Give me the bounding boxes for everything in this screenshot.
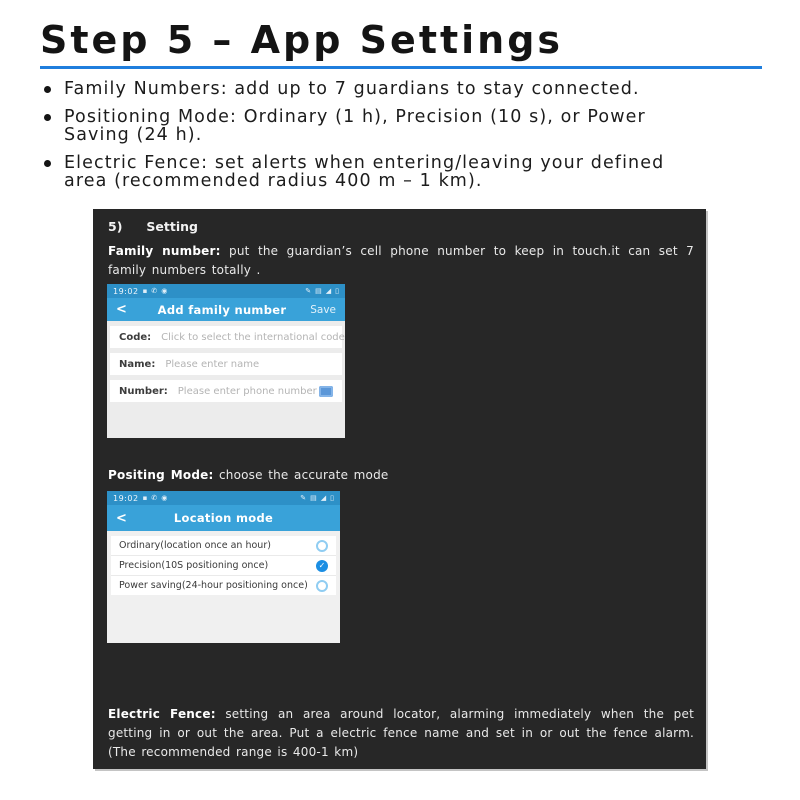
status-time: 19:02 bbox=[113, 493, 139, 503]
screenshot-add-family-number bbox=[107, 284, 345, 438]
status-bar bbox=[107, 491, 340, 505]
positing-mode-paragraph: Positing Mode: choose the accurate mode bbox=[108, 468, 389, 482]
section-number: 5) bbox=[108, 219, 123, 234]
status-bar bbox=[107, 284, 345, 298]
radio-unchecked-icon[interactable] bbox=[316, 540, 328, 552]
section-heading bbox=[108, 219, 198, 234]
nav-bar bbox=[107, 298, 345, 321]
status-time: 19:02 bbox=[113, 286, 139, 296]
bullet-text: Electric Fence: set alerts when entering/leaving your defined area (recommended radius 400 m – 1 km). bbox=[64, 152, 665, 191]
bullet-dot bbox=[44, 114, 51, 121]
square-icon: ▪ bbox=[142, 286, 148, 295]
back-chevron-icon[interactable]: < bbox=[116, 302, 127, 317]
nav-bar bbox=[107, 505, 340, 531]
code-field-row[interactable] bbox=[110, 326, 345, 348]
title-underline bbox=[40, 66, 762, 69]
manual-figure-panel bbox=[93, 209, 706, 769]
bullet-list bbox=[44, 80, 760, 200]
bullet-item-electric-fence bbox=[44, 154, 760, 191]
bullet-text: Positioning Mode: Ordinary (1 h), Precision (10 s), or Power Saving (24 h). bbox=[64, 106, 646, 145]
back-chevron-icon[interactable]: < bbox=[116, 510, 127, 526]
pencil-icon: ✎ bbox=[300, 493, 307, 502]
sim-icon: ▤ bbox=[315, 286, 322, 295]
save-button[interactable]: Save bbox=[310, 303, 336, 316]
section-title: Setting bbox=[146, 219, 198, 234]
bullet-dot bbox=[44, 160, 51, 167]
option-label: Precision(10S positioning once) bbox=[119, 560, 269, 571]
bullet-text: Family Numbers: add up to 7 guardians to stay connected. bbox=[64, 79, 640, 99]
contacts-book-icon[interactable] bbox=[319, 386, 333, 397]
name-placeholder: Please enter name bbox=[165, 358, 260, 370]
radio-unchecked-icon[interactable] bbox=[316, 580, 328, 592]
signal-icon: ◢ bbox=[320, 493, 327, 502]
electric-fence-heading: Electric Fence: bbox=[108, 707, 216, 721]
bullet-dot bbox=[44, 86, 51, 93]
family-number-paragraph: Family number: put the guardian’s cell phone number to keep in touch.it can set 7 family numbers totally . bbox=[108, 244, 694, 277]
option-power-saving[interactable] bbox=[111, 576, 336, 595]
battery-icon: ▯ bbox=[335, 286, 339, 295]
pencil-icon: ✎ bbox=[305, 286, 312, 295]
positing-mode-heading: Positing Mode: bbox=[108, 468, 214, 482]
check-icon: ✓ bbox=[318, 561, 326, 570]
option-ordinary[interactable] bbox=[111, 536, 336, 556]
page-title: Step 5 – App Settings bbox=[40, 18, 564, 62]
radio-checked-icon[interactable] bbox=[316, 560, 328, 572]
code-label: Code: bbox=[119, 331, 152, 343]
option-label: Power saving(24-hour positioning once) bbox=[119, 580, 308, 591]
number-field-row[interactable] bbox=[110, 380, 342, 402]
battery-icon: ▯ bbox=[330, 493, 334, 502]
sim-icon: ▤ bbox=[310, 493, 317, 502]
screenshot-location-mode bbox=[107, 491, 340, 643]
name-field-row[interactable] bbox=[110, 353, 342, 375]
nav-title: Add family number bbox=[157, 302, 287, 317]
signal-icon: ◢ bbox=[325, 286, 332, 295]
bullet-item-positioning-mode bbox=[44, 108, 760, 145]
location-icon: ◉ bbox=[161, 286, 168, 295]
form-rows bbox=[107, 321, 345, 402]
square-icon: ▪ bbox=[142, 493, 148, 502]
code-placeholder: Click to select the international code bbox=[161, 331, 345, 343]
family-number-heading: Family number: bbox=[108, 244, 221, 258]
handset-icon: ✆ bbox=[151, 286, 158, 295]
location-icon: ◉ bbox=[161, 493, 168, 502]
number-placeholder: Please enter phone number bbox=[177, 385, 317, 397]
mode-option-list bbox=[111, 536, 336, 595]
number-label: Number: bbox=[119, 385, 168, 397]
name-label: Name: bbox=[119, 358, 156, 370]
option-precision[interactable] bbox=[111, 556, 336, 576]
option-label: Ordinary(location once an hour) bbox=[119, 540, 271, 551]
handset-icon: ✆ bbox=[151, 493, 158, 502]
nav-title: Location mode bbox=[173, 511, 274, 525]
electric-fence-paragraph: Electric Fence: setting an area around locator, alarming immediately when the pet getting in or out the area. Put a electric fence name and set in or out the fence alarm.(The recommended range is 400-1 km) bbox=[108, 707, 694, 759]
bullet-item-family-numbers bbox=[44, 80, 760, 99]
